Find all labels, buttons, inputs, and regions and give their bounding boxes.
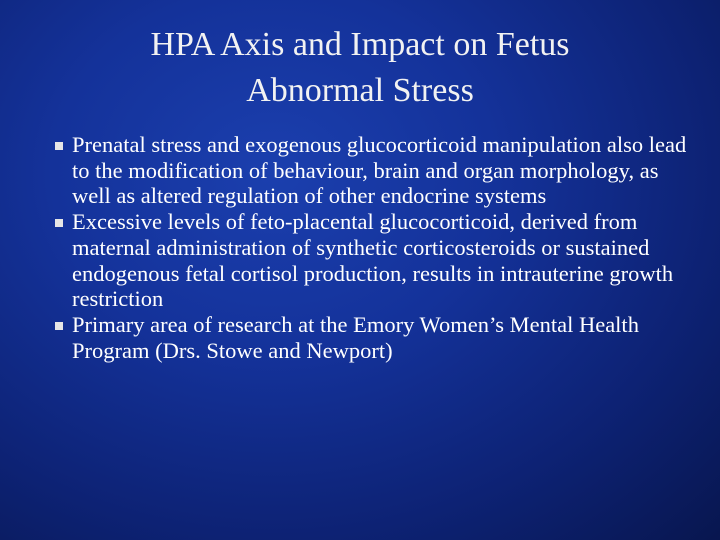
square-bullet-icon <box>55 142 63 150</box>
bullet-text: Primary area of research at the Emory Women’s Mental Health Program (Drs. Stowe and Newport) <box>72 311 639 363</box>
square-bullet-icon <box>55 322 63 330</box>
bullet-item <box>56 312 696 363</box>
bullet-item <box>56 209 696 312</box>
bullet-text: Prenatal stress and exogenous glucocorticoid manipulation also lead to the modification of behaviour, brain and organ morphology, as well as altered regulation of other endocrine systems <box>72 132 687 209</box>
bullet-text: Excessive levels of feto-placental glucocorticoid, derived from maternal administration of synthetic corticosteroids or sustained endogenous fetal cortisol production, results in intrauterine growth restriction <box>72 209 674 312</box>
slide-title-line-2: Abnormal Stress <box>246 72 474 109</box>
slide-title-line-1: HPA Axis and Impact on Fetus <box>150 26 570 63</box>
square-bullet-icon <box>55 219 63 227</box>
slide-title <box>40 22 680 114</box>
bullet-item <box>56 132 696 209</box>
bullet-list <box>56 132 696 363</box>
